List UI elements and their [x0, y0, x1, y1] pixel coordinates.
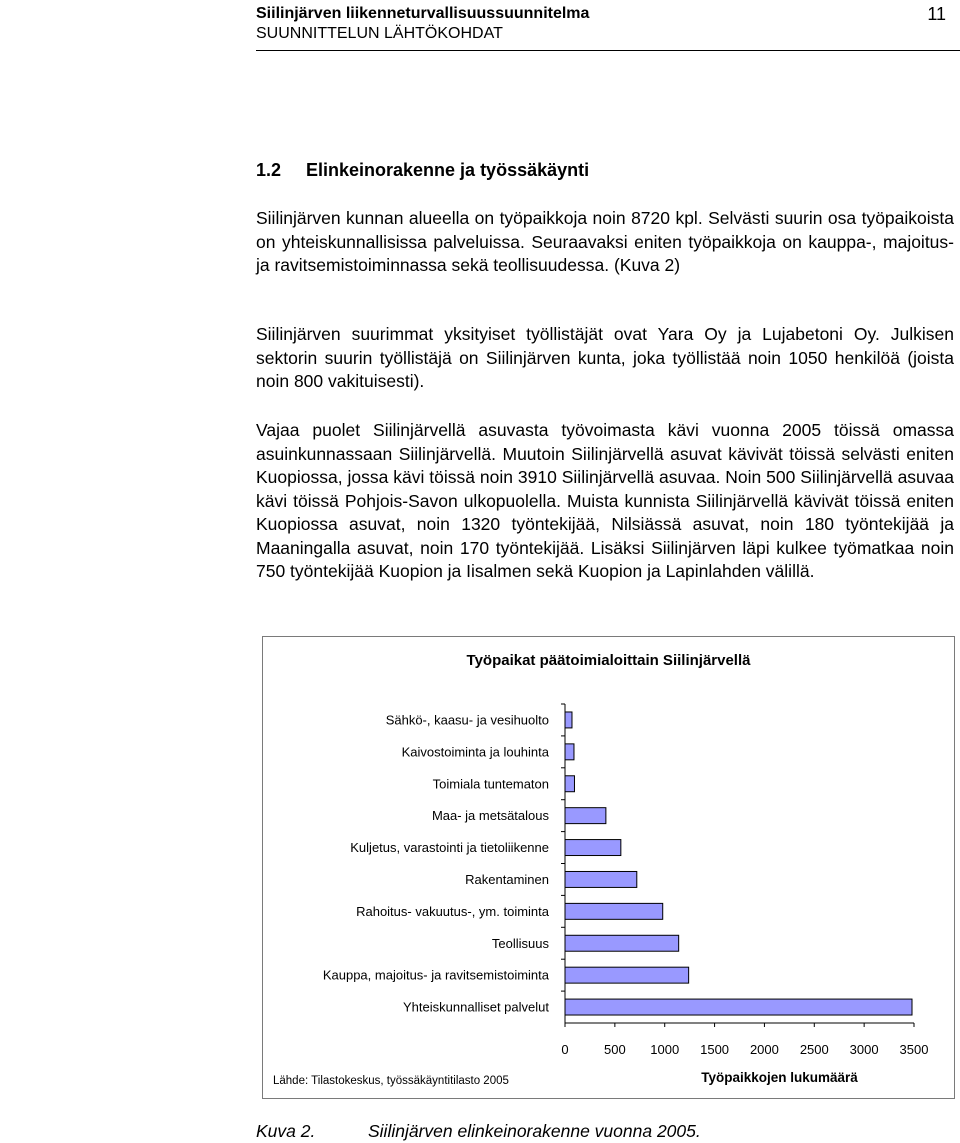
category-label: Sähkö-, kaasu- ja vesihuolto — [385, 712, 549, 728]
x-axis-title: Työpaikkojen lukumäärä — [701, 1070, 858, 1085]
x-tick-label: 3000 — [849, 1042, 879, 1057]
x-tick-label: 2000 — [749, 1042, 779, 1057]
category-label: Rakentaminen — [465, 871, 549, 887]
bar — [565, 871, 637, 887]
category-label: Kuljetus, varastointi ja tietoliikenne — [350, 840, 549, 856]
paragraph-commuting: Vajaa puolet Siilinjärvellä asuvasta työvoimasta kävi vuonna 2005 töissä omassa asuinkunnassaan Siilinjärvellä. Muutoin Siilinjärvellä asuvat kävivät töissä selvästi eniten Kuopiossa, jossa kävi töissä noin 3910 Siilinjärvellä asuvaa. Noin 500 Siilinjärvellä asuvaa kävi töissä Pohjois-Savon ulkopuolella. Muista kunnista Siilinjärvellä kävivät töissä eniten Kuopiossa asuvat, noin 1320 työntekijää, Nilsiässä asuvat, noin 180 työntekijää ja Maaningalla asuvat, noin 170 työntekijää. Lisäksi Siilinjärven läpi kulkee työmatkaa noin 750 työntekijää Kuopion ja Iisalmen sekä Kuopion ja Lapinlahden välillä. — [256, 420, 954, 581]
chart-source: Lähde: Tilastokeskus, työssäkäyntitilasto 2005 — [273, 1075, 509, 1087]
section-title: Elinkeinorakenne ja työssäkäynti — [306, 160, 590, 180]
bar — [565, 967, 689, 983]
category-label: Kaivostoiminta ja louhinta — [401, 744, 549, 760]
bar — [565, 712, 572, 728]
header-rule — [256, 50, 960, 51]
section-heading — [256, 160, 589, 181]
figure-caption — [256, 1121, 701, 1142]
category-label: Teollisuus — [491, 935, 549, 951]
document-title: Siilinjärven liikenneturvallisuussuunnitelma — [256, 5, 590, 22]
section-number: 1.2 — [256, 160, 282, 180]
category-label: Toimiala tuntematon — [432, 776, 549, 792]
category-label: Maa- ja metsätalous — [431, 808, 549, 824]
chart-title: Työpaikat päätoimialoittain Siilinjärvellä — [466, 652, 751, 669]
document-subtitle: SUUNNITTELUN LÄHTÖKOHDAT — [256, 25, 503, 42]
x-tick-label: 3500 — [899, 1042, 929, 1057]
x-tick-label: 1000 — [650, 1042, 680, 1057]
x-tick-label: 2500 — [799, 1042, 829, 1057]
running-header — [256, 4, 956, 44]
bar — [565, 776, 574, 792]
bar — [565, 744, 574, 760]
caption-label: Kuva 2. — [256, 1121, 316, 1141]
x-tick-label: 0 — [561, 1042, 569, 1057]
bar — [565, 808, 606, 824]
bar — [565, 999, 912, 1015]
bar-chart — [262, 636, 955, 1099]
x-tick-label: 500 — [604, 1042, 626, 1057]
bar — [565, 903, 663, 919]
paragraph-workplaces: Siilinjärven kunnan alueella on työpaikkoja noin 8720 kpl. Selvästi suurin osa työpaikoista on yhteiskunnallisissa palveluissa. Seuraavaksi eniten työpaikkoja on kauppa-, majoitus- ja ravitsemistoiminnassa sekä teollisuudessa. (Kuva 2) — [256, 208, 954, 275]
x-tick-label: 1500 — [700, 1042, 730, 1057]
bar — [565, 840, 621, 856]
category-label: Rahoitus- vakuutus-, ym. toiminta — [356, 903, 549, 919]
category-label: Yhteiskunnalliset palvelut — [403, 999, 549, 1015]
caption-text: Siilinjärven elinkeinorakenne vuonna 2005. — [368, 1121, 701, 1141]
page-number: 11 — [927, 4, 946, 24]
bar — [565, 935, 679, 951]
category-label: Kauppa, majoitus- ja ravitsemistoiminta — [322, 967, 549, 983]
paragraph-employers: Siilinjärven suurimmat yksityiset työllistäjät ovat Yara Oy ja Lujabetoni Oy. Julkisen sektorin suurin työllistäjä on Siilinjärven kunta, joka työllistää noin 1050 henkilöä (joista noin 800 vakituisesti). — [256, 324, 954, 391]
